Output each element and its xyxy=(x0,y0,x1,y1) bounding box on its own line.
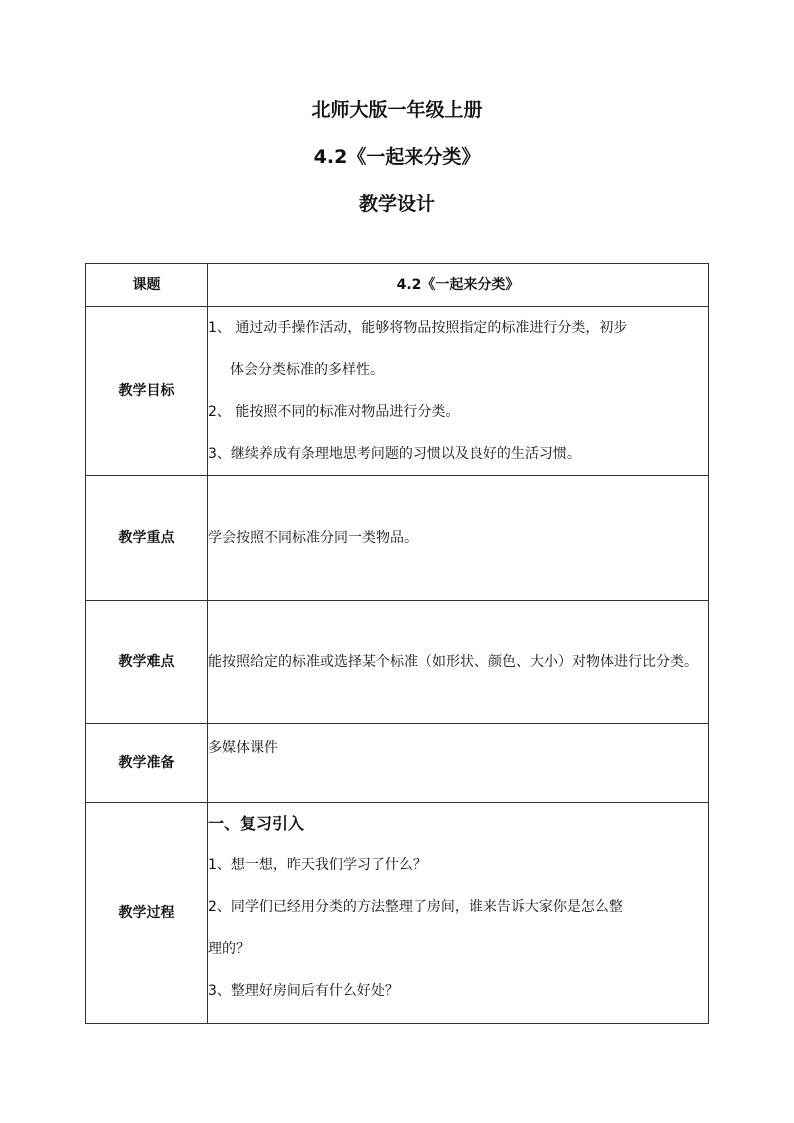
value-topic: 4.2《一起来分类》 xyxy=(208,264,709,307)
label-preparation: 教学准备 xyxy=(86,724,208,803)
document-title xyxy=(0,100,794,241)
title-doc-type: 教学设计 xyxy=(358,193,435,215)
list-item xyxy=(208,981,708,1001)
label-goals: 教学目标 xyxy=(86,307,208,476)
table-row-difficulty xyxy=(86,601,709,724)
goal-text-continued: 体会分类标准的多样性。 xyxy=(230,362,384,378)
label-key-point: 教学重点 xyxy=(86,476,208,601)
value-process xyxy=(208,803,709,1024)
label-topic: 课题 xyxy=(86,264,208,307)
value-key-point: 学会按照不同标准分同一类物品。 xyxy=(208,476,709,601)
label-difficulty: 教学难点 xyxy=(86,601,208,724)
table-row-key-point xyxy=(86,476,709,601)
process-text: 2、同学们已经用分类的方法整理了房间，谁来告诉大家你是怎么整 xyxy=(208,899,623,915)
difficulty-text: 能按照给定的标准或选择某个标准（如形状、颜色、大小）对物体进行比分类。 xyxy=(208,654,698,670)
value-difficulty xyxy=(208,601,709,724)
goals-list xyxy=(208,318,708,464)
table-row-topic xyxy=(86,264,709,307)
label-process: 教学过程 xyxy=(86,803,208,1024)
title-lesson: 4.2《一起来分类》 xyxy=(313,146,481,168)
lesson-plan-table xyxy=(85,263,709,1024)
list-item xyxy=(208,855,708,875)
list-item xyxy=(208,897,708,959)
process-text-continued: 理的？ xyxy=(208,941,250,957)
table-row-preparation xyxy=(86,724,709,803)
goal-text: 3、继续养成有条理地思考问题的习惯以及良好的生活习惯。 xyxy=(208,446,581,462)
goal-text: 2、 能按照不同的标准对物品进行分类。 xyxy=(208,404,460,420)
value-preparation: 多媒体课件 xyxy=(208,724,709,803)
title-textbook: 北师大版一年级上册 xyxy=(311,99,483,121)
list-item xyxy=(208,444,708,464)
list-item xyxy=(208,402,708,422)
process-text: 3、整理好房间后有什么好处？ xyxy=(208,983,399,999)
value-goals xyxy=(208,307,709,476)
list-item xyxy=(208,318,708,380)
process-heading: 一、复习引入 xyxy=(208,814,305,833)
table-row-goals xyxy=(86,307,709,476)
table-row-process xyxy=(86,803,709,1024)
goal-text: 1、 通过动手操作活动，能够将物品按照指定的标准进行分类，初步 xyxy=(208,320,628,336)
process-text: 1、想一想，昨天我们学习了什么？ xyxy=(208,857,427,873)
